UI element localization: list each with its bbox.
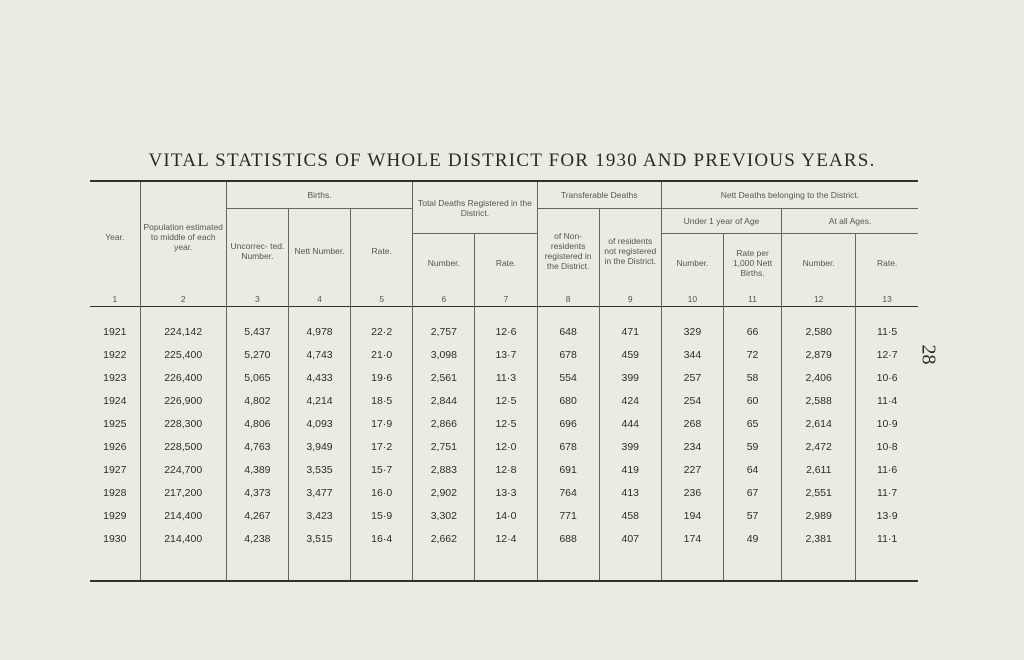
table-cell: 2,614 <box>782 412 856 435</box>
table-row <box>90 435 918 458</box>
empty-cell <box>351 550 413 581</box>
year-cell: 1922 <box>90 343 140 366</box>
table-cell: 13·3 <box>475 481 537 504</box>
year-cell: 1929 <box>90 504 140 527</box>
column-number: 13 <box>882 294 892 304</box>
table-cell: 268 <box>661 412 723 435</box>
table-cell: 11·1 <box>877 532 898 545</box>
table-cell: 2,902 <box>413 481 475 504</box>
table-cell: 11·3 <box>475 366 537 389</box>
table-cell: 3,477 <box>288 481 350 504</box>
table-cell: 228,300 <box>140 412 226 435</box>
header-births-group: Births. <box>226 181 412 209</box>
empty-cell <box>661 307 723 321</box>
table-cell: 174 <box>661 527 723 550</box>
table-cell: 12·8 <box>475 458 537 481</box>
year-cell: 1924 <box>90 389 140 412</box>
table-cell: 226,900 <box>140 389 226 412</box>
empty-cell <box>351 307 413 321</box>
table-cell: 64 <box>723 458 781 481</box>
header-transferable-residents: of residents not registered in the District. <box>599 209 661 293</box>
table-cell: 194 <box>661 504 723 527</box>
table-cell: 226,400 <box>140 366 226 389</box>
table-cell: 444 <box>599 412 661 435</box>
empty-cell <box>661 550 723 581</box>
table-cell: 66 <box>723 320 781 343</box>
table-cell: 2,580 <box>782 320 856 343</box>
table-cell: 72 <box>723 343 781 366</box>
year-cell: 1926 <box>90 435 140 458</box>
table-cell: 399 <box>599 366 661 389</box>
table-cell: 10·6 <box>876 371 898 384</box>
header-allages-rate: Rate. <box>876 258 898 268</box>
header-year: Year. <box>90 181 140 292</box>
table-cell: 329 <box>661 320 723 343</box>
empty-cell <box>140 550 226 581</box>
table-cell: 12·4 <box>475 527 537 550</box>
table-cell: 254 <box>661 389 723 412</box>
table-cell: 471 <box>599 320 661 343</box>
table-cell: 10·8 <box>876 440 898 453</box>
vital-statistics-table-container <box>90 180 918 582</box>
table-cell: 2,866 <box>413 412 475 435</box>
table-cell: 5,065 <box>226 366 288 389</box>
empty-cell <box>90 550 140 581</box>
table-cell: 13·7 <box>475 343 537 366</box>
table-cell: 13·9 <box>876 509 898 522</box>
column-number: 5 <box>351 292 413 307</box>
table-cell: 16·0 <box>351 481 413 504</box>
empty-cell <box>782 307 856 321</box>
table-cell: 236 <box>661 481 723 504</box>
table-cell: 3,302 <box>413 504 475 527</box>
tail-row <box>90 550 918 581</box>
table-cell: 4,763 <box>226 435 288 458</box>
table-cell: 11·6 <box>877 463 898 476</box>
empty-cell <box>599 307 661 321</box>
year-cell: 1921 <box>90 320 140 343</box>
table-cell: 234 <box>661 435 723 458</box>
empty-cell <box>226 307 288 321</box>
table-cell: 4,978 <box>288 320 350 343</box>
table-cell: 2,844 <box>413 389 475 412</box>
table-cell: 224,142 <box>140 320 226 343</box>
table-cell: 4,802 <box>226 389 288 412</box>
table-cell: 59 <box>723 435 781 458</box>
table-cell: 67 <box>723 481 781 504</box>
empty-cell <box>537 307 599 321</box>
table-cell: 4,743 <box>288 343 350 366</box>
column-number: 8 <box>537 292 599 307</box>
empty-cell <box>723 550 781 581</box>
empty-cell <box>140 307 226 321</box>
empty-cell <box>537 550 599 581</box>
header-under1-number: Number. <box>661 234 723 293</box>
column-number: 10 <box>661 292 723 307</box>
year-cell: 1923 <box>90 366 140 389</box>
column-number: 2 <box>140 292 226 307</box>
table-cell: 764 <box>537 481 599 504</box>
table-cell: 15·7 <box>351 458 413 481</box>
year-cell: 1928 <box>90 481 140 504</box>
table-cell: 3,949 <box>288 435 350 458</box>
header-births-rate: Rate. <box>351 209 413 293</box>
table-cell: 4,389 <box>226 458 288 481</box>
table-cell: 49 <box>723 527 781 550</box>
table-cell: 413 <box>599 481 661 504</box>
table-cell: 2,879 <box>782 343 856 366</box>
empty-cell <box>856 550 918 581</box>
table-cell: 228,500 <box>140 435 226 458</box>
header-under1-group: Under 1 year of Age <box>661 209 781 234</box>
table-cell: 4,093 <box>288 412 350 435</box>
table-cell: 424 <box>599 389 661 412</box>
table-cell: 21·0 <box>351 343 413 366</box>
table-cell: 2,757 <box>413 320 475 343</box>
table-cell: 771 <box>537 504 599 527</box>
table-cell: 678 <box>537 343 599 366</box>
page-title: VITAL STATISTICS OF WHOLE DISTRICT FOR 1930 AND PREVIOUS YEARS. <box>148 150 876 171</box>
table-cell: 2,551 <box>782 481 856 504</box>
year-cell: 1927 <box>90 458 140 481</box>
table-cell: 12·5 <box>475 412 537 435</box>
table-cell: 17·2 <box>351 435 413 458</box>
table-row <box>90 343 918 366</box>
header-nett-deaths-group: Nett Deaths belonging to the District. <box>661 181 918 209</box>
column-number: 9 <box>599 292 661 307</box>
table-cell: 678 <box>537 435 599 458</box>
column-number: 12 <box>782 292 856 307</box>
table-cell: 227 <box>661 458 723 481</box>
page-number: 28 <box>917 344 940 365</box>
table-row <box>90 481 918 504</box>
table-cell: 2,751 <box>413 435 475 458</box>
table-row <box>90 504 918 527</box>
table-cell: 257 <box>661 366 723 389</box>
table-cell: 16·4 <box>351 527 413 550</box>
empty-cell <box>288 307 350 321</box>
table-cell: 12·5 <box>475 389 537 412</box>
table-cell: 2,381 <box>782 527 856 550</box>
empty-cell <box>599 550 661 581</box>
table-cell: 65 <box>723 412 781 435</box>
table-cell: 688 <box>537 527 599 550</box>
table-row <box>90 527 918 550</box>
table-cell: 12·6 <box>475 320 537 343</box>
table-cell: 680 <box>537 389 599 412</box>
header-total-deaths-group: Total Deaths Registered in the District. <box>413 181 537 234</box>
table-cell: 2,611 <box>782 458 856 481</box>
empty-cell <box>475 550 537 581</box>
empty-cell <box>90 307 140 321</box>
table-cell: 11·5 <box>877 325 898 338</box>
empty-cell <box>475 307 537 321</box>
empty-cell <box>856 307 918 321</box>
table-cell: 399 <box>599 435 661 458</box>
table-cell: 4,267 <box>226 504 288 527</box>
table-cell: 10·9 <box>876 417 898 430</box>
table-cell: 4,806 <box>226 412 288 435</box>
header-allages-group: At all Ages. <box>782 209 918 234</box>
spacer-row <box>90 307 918 321</box>
column-number: 1 <box>90 292 140 307</box>
header-births-uncorrected: Uncorrec- ted. Number. <box>226 209 288 293</box>
empty-cell <box>723 307 781 321</box>
table-cell: 691 <box>537 458 599 481</box>
header-allages-number: Number. <box>782 234 856 293</box>
empty-cell <box>413 307 475 321</box>
year-cell: 1930 <box>90 527 140 550</box>
table-cell: 648 <box>537 320 599 343</box>
table-cell: 11·7 <box>877 486 898 499</box>
table-cell: 57 <box>723 504 781 527</box>
table-cell: 19·6 <box>351 366 413 389</box>
table-cell: 224,700 <box>140 458 226 481</box>
year-cell: 1925 <box>90 412 140 435</box>
table-cell: 419 <box>599 458 661 481</box>
table-cell: 217,200 <box>140 481 226 504</box>
header-total-deaths-rate: Rate. <box>475 234 537 293</box>
table-cell: 407 <box>599 527 661 550</box>
table-cell: 12·0 <box>475 435 537 458</box>
table-cell: 2,883 <box>413 458 475 481</box>
table-cell: 696 <box>537 412 599 435</box>
table-cell: 4,214 <box>288 389 350 412</box>
header-total-deaths-number: Number. <box>413 234 475 293</box>
header-births-nett: Nett Number. <box>288 209 350 293</box>
header-population: Population estimated to middle of each year. <box>140 181 226 292</box>
vital-statistics-table <box>90 180 918 582</box>
table-row <box>90 389 918 412</box>
table-cell: 60 <box>723 389 781 412</box>
header-under1-rate: Rate per 1,000 Nett Births. <box>723 234 781 293</box>
table-cell: 2,561 <box>413 366 475 389</box>
table-cell: 14·0 <box>475 504 537 527</box>
table-cell: 459 <box>599 343 661 366</box>
table-cell: 2,989 <box>782 504 856 527</box>
column-number: 7 <box>475 292 537 307</box>
table-cell: 15·9 <box>351 504 413 527</box>
table-cell: 2,472 <box>782 435 856 458</box>
table-cell: 344 <box>661 343 723 366</box>
header-transferable-nonresidents: of Non- residents registered in the District. <box>537 209 599 293</box>
table-cell: 554 <box>537 366 599 389</box>
column-number: 4 <box>288 292 350 307</box>
table-row <box>90 412 918 435</box>
column-number: 6 <box>413 292 475 307</box>
table-cell: 5,270 <box>226 343 288 366</box>
table-cell: 22·2 <box>351 320 413 343</box>
table-cell: 5,437 <box>226 320 288 343</box>
table-cell: 18·5 <box>351 389 413 412</box>
empty-cell <box>288 550 350 581</box>
table-row <box>90 366 918 389</box>
table-body <box>90 307 918 582</box>
table-cell: 4,373 <box>226 481 288 504</box>
table-cell: 214,400 <box>140 504 226 527</box>
table-cell: 4,238 <box>226 527 288 550</box>
table-cell: 3,098 <box>413 343 475 366</box>
column-number: 3 <box>226 292 288 307</box>
table-cell: 3,535 <box>288 458 350 481</box>
table-cell: 2,662 <box>413 527 475 550</box>
empty-cell <box>226 550 288 581</box>
table-row <box>90 458 918 481</box>
table-cell: 12·7 <box>876 348 898 361</box>
table-cell: 3,423 <box>288 504 350 527</box>
table-cell: 58 <box>723 366 781 389</box>
table-cell: 214,400 <box>140 527 226 550</box>
table-cell: 225,400 <box>140 343 226 366</box>
table-cell: 458 <box>599 504 661 527</box>
header-transferable-group: Transferable Deaths <box>537 181 661 209</box>
table-cell: 17·9 <box>351 412 413 435</box>
table-cell: 11·4 <box>877 394 898 407</box>
table-row <box>90 320 918 343</box>
empty-cell <box>782 550 856 581</box>
column-number: 11 <box>723 292 781 307</box>
table-cell: 2,406 <box>782 366 856 389</box>
table-header <box>90 181 918 307</box>
table-cell: 3,515 <box>288 527 350 550</box>
empty-cell <box>413 550 475 581</box>
table-cell: 4,433 <box>288 366 350 389</box>
table-cell: 2,588 <box>782 389 856 412</box>
